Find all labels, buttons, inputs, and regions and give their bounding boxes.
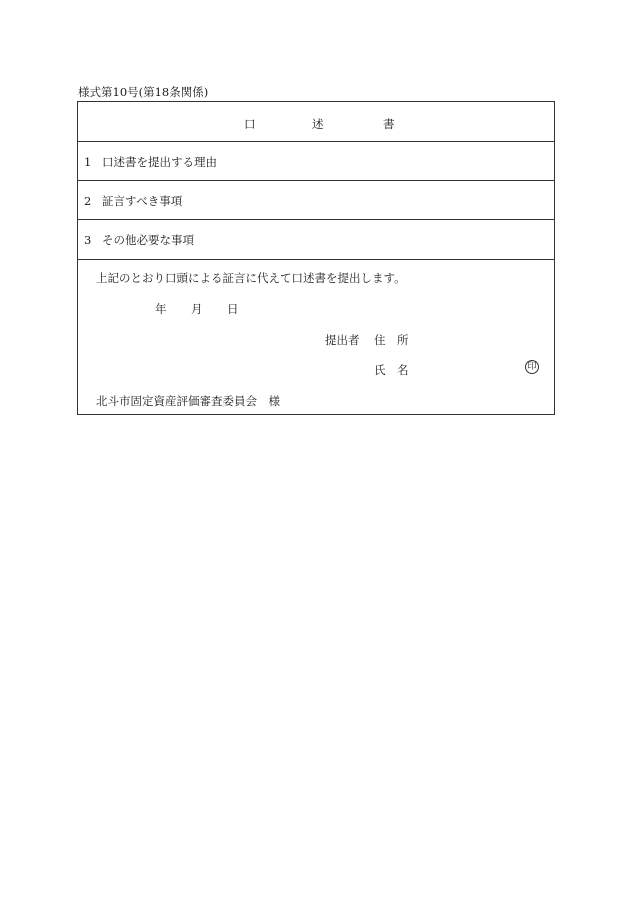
statement-form xyxy=(77,101,555,415)
item-row-testimony xyxy=(78,181,554,220)
item-number: 2 xyxy=(84,194,92,208)
address-label: 住 所 xyxy=(374,333,409,347)
item-label: 口述書を提出する理由 xyxy=(102,155,217,169)
recipient: 北斗市固定資産評価審査委員会 様 xyxy=(96,394,280,408)
item-testimony xyxy=(84,193,182,209)
declaration-statement: 上記のとおり口頭による証言に代えて口述書を提出します。 xyxy=(96,271,406,285)
item-number: 1 xyxy=(84,155,92,169)
item-label: 証言すべき事項 xyxy=(102,194,183,208)
seal-mark: 印 xyxy=(525,360,539,374)
form-title-row xyxy=(78,102,554,142)
form-title-char-1: 口 xyxy=(244,117,256,131)
declaration-area xyxy=(78,260,554,415)
name-label: 氏 名 xyxy=(374,363,409,377)
form-title-char-2: 述 xyxy=(312,117,324,131)
item-reason xyxy=(84,154,217,170)
date-year-label: 年 xyxy=(155,302,167,316)
item-other xyxy=(84,232,194,248)
item-row-other xyxy=(78,220,554,260)
item-label: その他必要な事項 xyxy=(102,233,194,247)
item-row-reason xyxy=(78,142,554,181)
form-title-char-3: 書 xyxy=(383,117,395,131)
date-day-label: 日 xyxy=(227,302,239,316)
submitter-label: 提出者 xyxy=(325,333,360,347)
form-number: 様式第10号(第18条関係) xyxy=(78,85,209,99)
date-month-label: 月 xyxy=(191,302,203,316)
item-number: 3 xyxy=(84,233,92,247)
